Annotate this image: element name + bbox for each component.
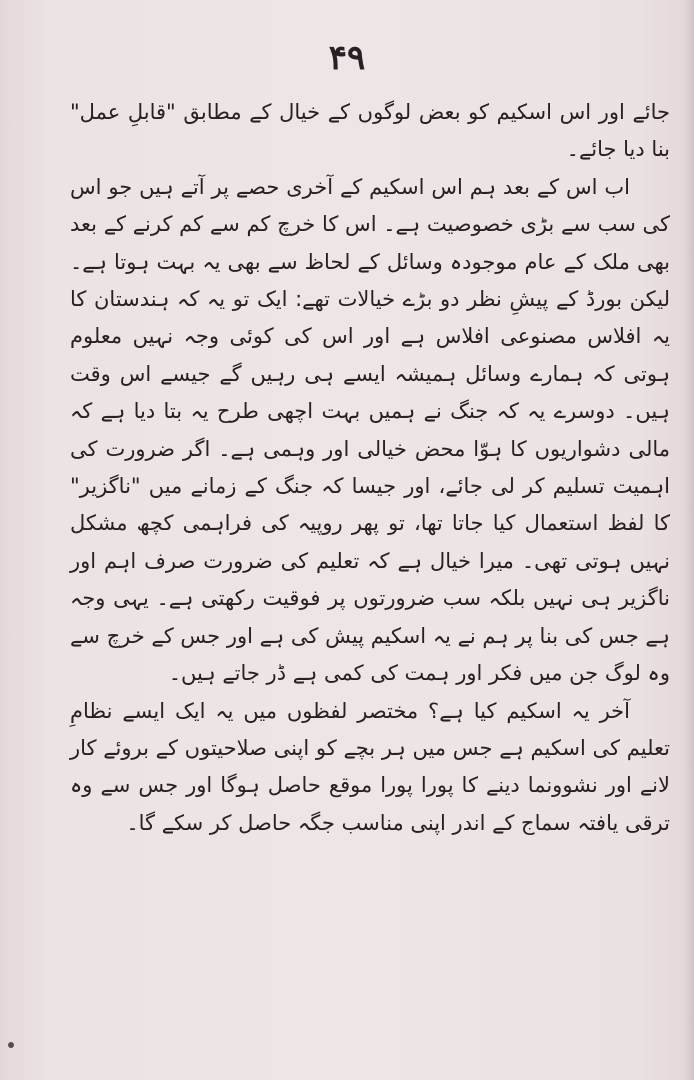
- page-body: [70, 94, 670, 842]
- page-number: ۴۹: [328, 38, 366, 78]
- page-edge-shadow: [684, 0, 694, 1080]
- paragraph-continuation: جائے اور اس اسکیم کو بعض لوگوں کے خیال کے مطابق "قابلِ عمل" بنا دیا جائے۔: [70, 100, 670, 162]
- paragraph-scheme-summary: آخر یہ اسکیم کیا ہے؟ مختصر لفظوں میں یہ ایک ایسے نظامِ تعلیم کی اسکیم ہے جس میں ہر بچے کو اپنی صلاحیتوں کے بروئے کار لانے اور نشوونما دینے کا پورا پورا موقع حاصل ہوگا اور جس سے وہ ترقی یافتہ سماج کے اندر اپنی مناسب جگہ حاصل کر سکے گا۔: [70, 698, 670, 835]
- margin-speck: [8, 1042, 14, 1048]
- paragraph-scheme-cost: اب اس کے بعد ہم اس اسکیم کے آخری حصے پر آتے ہیں جو اس کی سب سے بڑی خصوصیت ہے۔ اس کا خرچ کم سے کم کرنے کے بعد بھی ملک کے عام موجودہ وسائل کے لحاظ سے بھی یہ بہت ہوتا ہے۔ لیکن بورڈ کے پیشِ نظر دو بڑے خیالات تھے: ایک تو یہ کہ ہندستان کا یہ افلاس مصنوعی افلاس ہے اور اس کی کوئی وجہ نہیں معلوم ہوتی کہ ہمارے وسائل ہمیشہ ایسے ہی رہیں گے جیسے اس وقت ہیں۔ دوسرے یہ کہ جنگ نے ہمیں بہت اچھی طرح یہ بتا دیا ہے کہ مالی دشواریوں کا ہوّا محض خیالی اور وہمی ہے۔ اگر ضرورت کی اہمیت تسلیم کر لی جائے، اور جیسا کہ جنگ کے زمانے میں "ناگزیر" کا لفظ استعمال کیا جاتا تھا، تو پھر روپیہ کی فراہمی کچھ مشکل نہیں ہوتی تھی۔ میرا خیال ہے کہ تعلیم کی ضرورت صرف اہم اور ناگزیر ہی نہیں بلکہ سب ضرورتوں پر فوقیت رکھتی ہے۔ یہی وجہ ہے جس کی بنا پر ہم نے یہ اسکیم پیش کی ہے اور جس کے خرچ سے وہ لوگ جن میں فکر اور ہمت کی کمی ہے ڈر جاتے ہیں۔: [70, 174, 670, 686]
